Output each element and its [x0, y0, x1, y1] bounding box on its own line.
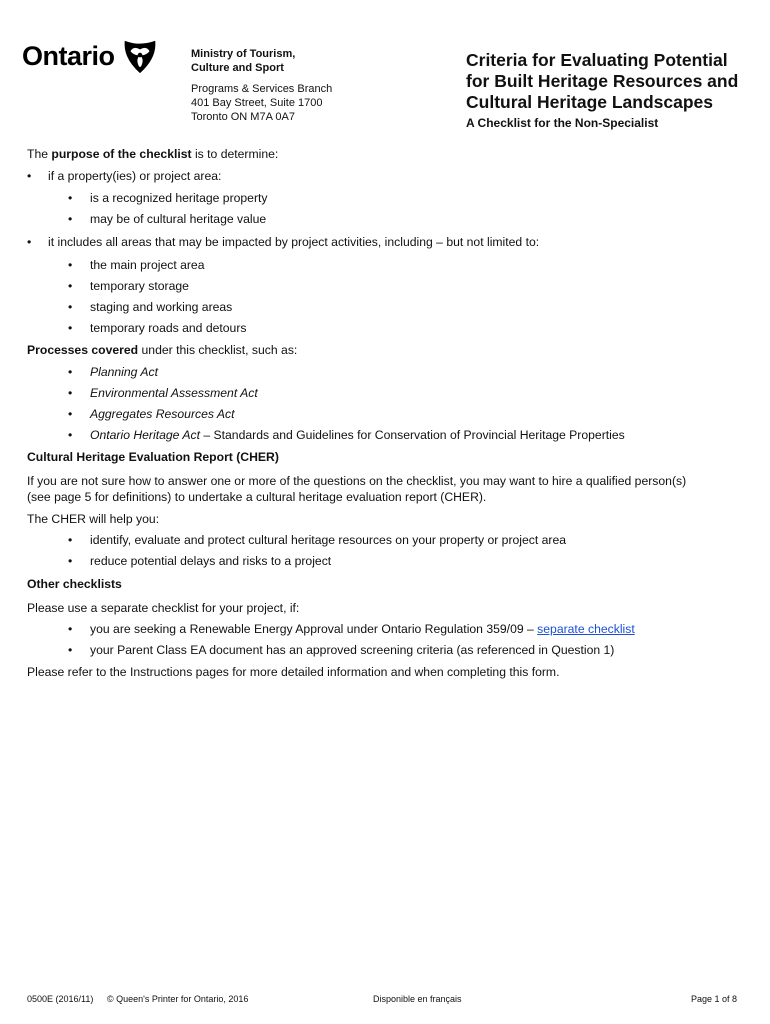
cher-help-intro: The CHER will help you: — [27, 512, 160, 526]
trillium-icon — [121, 37, 159, 75]
processes-heading: Processes covered under this checklist, such as: — [27, 343, 298, 357]
document-subtitle: A Checklist for the Non-Specialist — [466, 116, 659, 130]
purpose-item-1-sub-1: • is a recognized heritage property — [27, 191, 747, 206]
city-postal: Toronto ON M7A 0A7 — [191, 111, 295, 123]
street-address: 401 Bay Street, Suite 1700 — [191, 97, 323, 109]
purpose-item-2: • it includes all areas that may be impacted by project activities, including – but not limited to: — [27, 235, 747, 250]
document-body — [27, 145, 747, 680]
ontario-logo — [22, 36, 159, 76]
purpose-item-2-sub-1: • the main project area — [27, 258, 747, 273]
logo-wordmark: Ontario — [22, 40, 115, 71]
separate-checklist-link[interactable]: separate checklist — [537, 622, 635, 636]
process-item-2: • Environmental Assessment Act — [27, 386, 747, 401]
document-title-line3: Cultural Heritage Landscapes — [466, 92, 714, 112]
purpose-intro: The purpose of the checklist is to determine: — [27, 147, 279, 161]
page-number: Page 1 of 8 — [690, 994, 737, 1004]
other-checklists-intro: Please use a separate checklist for your project, if: — [27, 601, 300, 615]
copyright-notice: © Queen's Printer for Ontario, 2016 — [107, 994, 249, 1004]
purpose-item-2-sub-4: • temporary roads and detours — [27, 321, 747, 336]
instructions-note: Please refer to the Instructions pages for more detailed information and when completing this form. — [27, 665, 560, 679]
ministry-name-line1: Ministry of Tourism, — [191, 48, 296, 60]
purpose-item-2-sub-3: • staging and working areas — [27, 300, 747, 315]
cher-heading: Cultural Heritage Evaluation Report (CHER) — [27, 450, 279, 464]
branch-name: Programs & Services Branch — [191, 83, 333, 95]
process-item-3: • Aggregates Resources Act — [27, 407, 747, 422]
french-availability: Disponible en français — [373, 994, 462, 1004]
purpose-item-2-sub-2: • temporary storage — [27, 279, 747, 294]
document-title-line2: for Built Heritage Resources and — [466, 71, 739, 91]
process-item-4: • Ontario Heritage Act – Standards and Guidelines for Conservation of Provincial Heritage Properties — [27, 428, 747, 443]
ministry-address-block — [191, 47, 332, 124]
cher-help-item-1: • identify, evaluate and protect cultural heritage resources on your property or project area — [27, 533, 747, 548]
document-title-block — [466, 50, 766, 130]
process-item-1: • Planning Act — [27, 365, 747, 380]
cher-paragraph-line2: (see page 5 for definitions) to undertake a cultural heritage evaluation report (CHER). — [27, 490, 487, 504]
other-item-1: • you are seeking a Renewable Energy Approval under Ontario Regulation 359/09 – separate checklist — [27, 622, 747, 637]
document-title-line1: Criteria for Evaluating Potential — [466, 50, 728, 70]
purpose-item-1-sub-2: • may be of cultural heritage value — [27, 212, 747, 227]
other-item-2: • your Parent Class EA document has an approved screening criteria (as referenced in Question 1) — [27, 643, 747, 658]
form-code: 0500E (2016/11) — [27, 994, 94, 1004]
purpose-item-1: • if a property(ies) or project area: — [27, 169, 747, 184]
cher-paragraph-line1: If you are not sure how to answer one or more of the questions on the checklist, you may want to hire a qualified person(s) — [27, 474, 687, 488]
cher-help-item-2: • reduce potential delays and risks to a project — [27, 554, 747, 569]
other-checklists-heading: Other checklists — [27, 577, 122, 591]
ministry-name-line2: Culture and Sport — [191, 62, 284, 74]
